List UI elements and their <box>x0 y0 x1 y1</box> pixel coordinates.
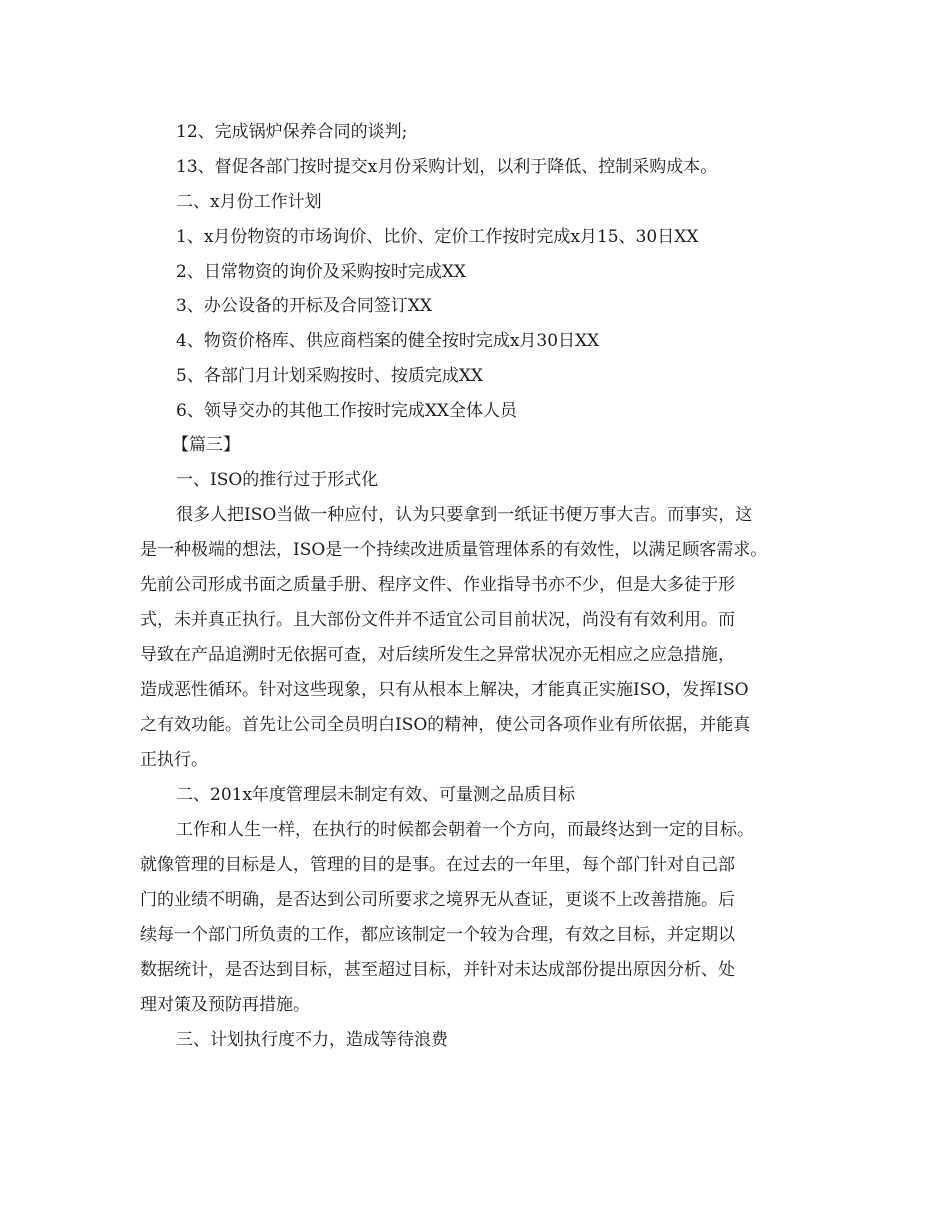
plan-item-1: 1、x月份物资的市场询价、比价、定价工作按时完成x月15、30日XX <box>176 227 699 247</box>
paragraph-line: 之有效功能。首先让公司全员明白ISO的精神，使公司各项作业有所依据，并能真 <box>140 715 751 735</box>
paragraph-line: 就像管理的目标是人，管理的目的是事。在过去的一年里，每个部门针对自己部 <box>140 855 735 875</box>
list-item-13: 13、督促各部门按时提交x月份采购计划，以利于降低、控制采购成本。 <box>176 157 718 177</box>
paragraph-line: 工作和人生一样，在执行的时候都会朝着一个方向，而最终达到一定的目标。 <box>176 820 754 840</box>
paragraph-line: 正执行。 <box>140 750 208 770</box>
paragraph-line: 先前公司形成书面之质量手册、程序文件、作业指导书亦不少，但是大多徒于形 <box>140 575 735 595</box>
list-item-12: 12、完成锅炉保养合同的谈判; <box>176 122 408 142</box>
plan-item-5: 5、各部门月计划采购按时、按质完成XX <box>176 366 484 386</box>
paragraph-line: 很多人把ISO当做一种应付，认为只要拿到一纸证书便万事大吉。而事实，这 <box>176 505 753 525</box>
paragraph-line: 理对策及预防再措施。 <box>140 995 310 1015</box>
paragraph-line: 续每一个部门所负责的工作，都应该制定一个较为合理，有效之目标，并定期以 <box>140 925 735 945</box>
paragraph-line: 数据统计，是否达到目标，甚至超过目标，并针对未达成部份提出原因分析、处 <box>140 960 735 980</box>
paragraph-line: 式，未并真正执行。且大部份文件并不适宜公司目前状况，尚没有有效利用。而 <box>140 610 735 630</box>
paragraph-line: 门的业绩不明确，是否达到公司所要求之境界无从查证，更谈不上改善措施。后 <box>140 890 735 910</box>
section-heading: 一、ISO的推行过于形式化 <box>176 470 379 490</box>
paragraph-line: 是一种极端的想法，ISO是一个持续改进质量管理体系的有效性，以满足顾客需求。 <box>140 540 768 560</box>
paragraph-line: 导致在产品追溯时无依据可查，对后续所发生之异常状况亦无相应之应急措施， <box>140 645 735 665</box>
section-heading: 二、201x年度管理层未制定有效、可量测之品质目标 <box>176 785 576 805</box>
plan-item-3: 3、办公设备的开标及合同签订XX <box>176 296 433 316</box>
paragraph-line: 造成恶性循环。针对这些现象，只有从根本上解决，才能真正实施ISO，发挥ISO <box>140 680 749 700</box>
plan-item-2: 2、日常物资的询价及采购按时完成XX <box>176 262 467 282</box>
plan-item-4: 4、物资价格库、供应商档案的健全按时完成x月30日XX <box>176 331 600 351</box>
section-heading: 二、x月份工作计划 <box>176 192 322 212</box>
section-heading: 三、计划执行度不力，造成等待浪费 <box>176 1030 448 1050</box>
part-heading: 【篇三】 <box>172 435 240 455</box>
plan-item-6: 6、领导交办的其他工作按时完成XX全体人员 <box>176 401 518 421</box>
